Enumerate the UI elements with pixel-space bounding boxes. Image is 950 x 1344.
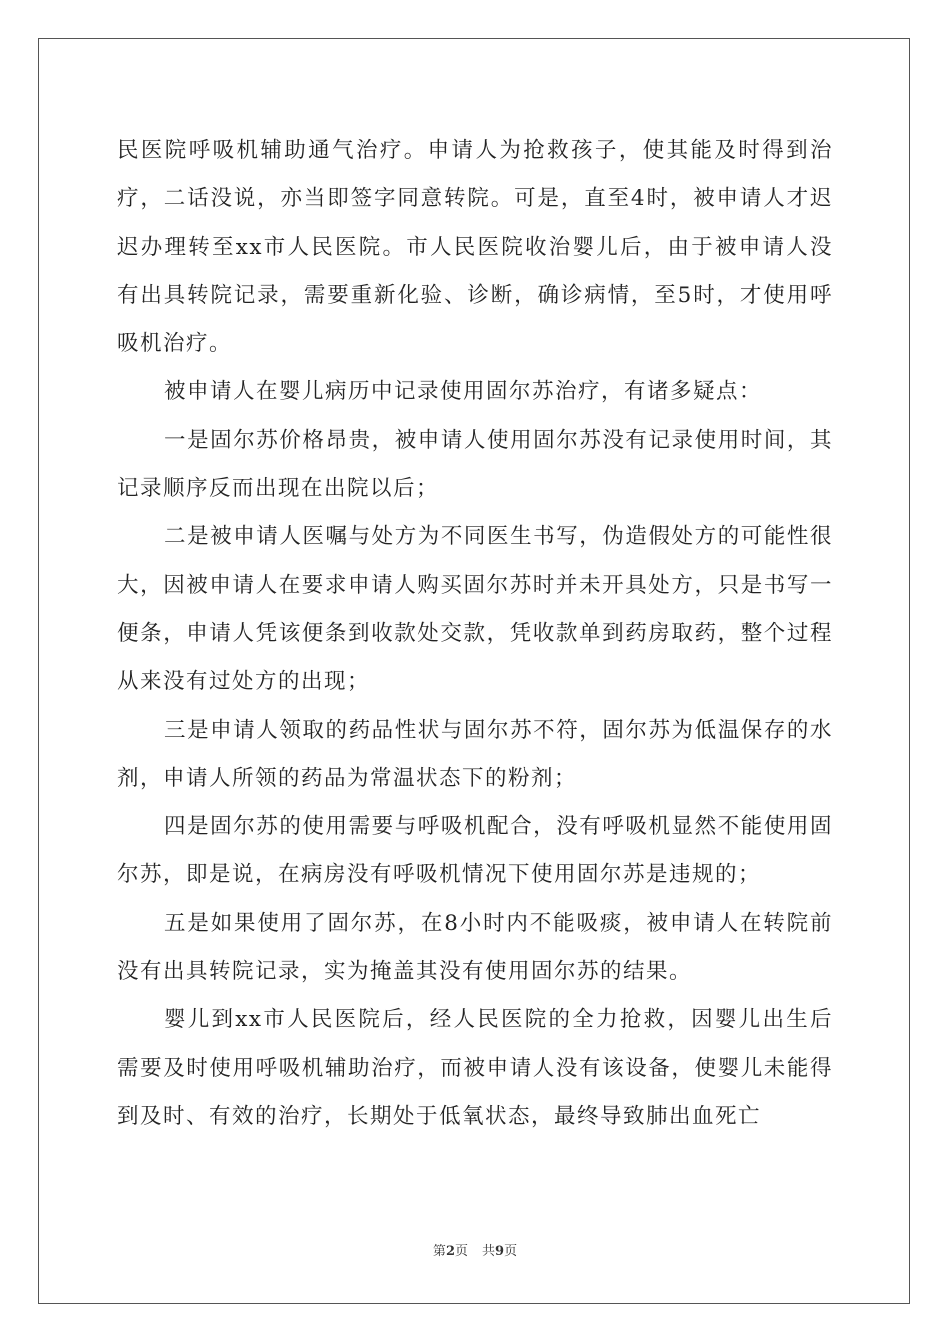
paragraph: 三是申请人领取的药品性状与固尔苏不符，固尔苏为低温保存的水剂，申请人所领的药品为常温状态下的粉剂； bbox=[117, 717, 833, 791]
paragraph: 被申请人在婴儿病历中记录使用固尔苏治疗，有诸多疑点： bbox=[164, 379, 763, 405]
total-pages-number: 9 bbox=[495, 1244, 505, 1259]
paragraph: 婴儿到xx市人民医院后，经人民医院的全力抢救，因婴儿出生后需要及时使用呼吸机辅助治疗，而被申请人没有该设备，使婴儿未能得到及时、有效的治疗，长期处于低氧状态，最终导致肺出血死亡 bbox=[117, 1007, 833, 1129]
paragraph: 民医院呼吸机辅助通气治疗。申请人为抢救孩子，使其能及时得到治疗，二话没说，亦当即签字同意转院。可是，直至4时，被申请人才迟迟办理转至xx市人民医院。市人民医院收治婴儿后，由于被申请人没有出具转院记录，需要重新化验、诊断，确诊病情，至5时，才使用呼吸机治疗。 bbox=[117, 138, 833, 357]
document-body bbox=[117, 127, 833, 1141]
paragraph: 一是固尔苏价格昂贵，被申请人使用固尔苏没有记录使用时间，其记录顺序反而出现在出院以后； bbox=[117, 427, 833, 502]
page-suffix: 页 bbox=[454, 1244, 468, 1259]
page-footer bbox=[0, 1240, 950, 1259]
paragraph: 四是固尔苏的使用需要与呼吸机配合，没有呼吸机显然不能使用固尔苏，即是说，在病房没有呼吸机情况下使用固尔苏是违规的； bbox=[117, 814, 833, 888]
total-suffix: 页 bbox=[504, 1244, 518, 1259]
page-prefix: 第 bbox=[432, 1244, 446, 1259]
total-prefix: 共 bbox=[482, 1244, 496, 1259]
paragraph: 二是被申请人医嘱与处方为不同医生书写，伪造假处方的可能性很大，因被申请人在要求申请人购买固尔苏时并未开具处方，只是书写一便条，申请人凭该便条到收款处交款，凭收款单到药房取药，整个过程从来没有过处方的出现； bbox=[117, 524, 833, 695]
paragraph: 五是如果使用了固尔苏，在8小时内不能吸痰，被申请人在转院前没有出具转院记录，实为掩盖其没有使用固尔苏的结果。 bbox=[117, 910, 833, 985]
current-page-number: 2 bbox=[445, 1244, 455, 1259]
